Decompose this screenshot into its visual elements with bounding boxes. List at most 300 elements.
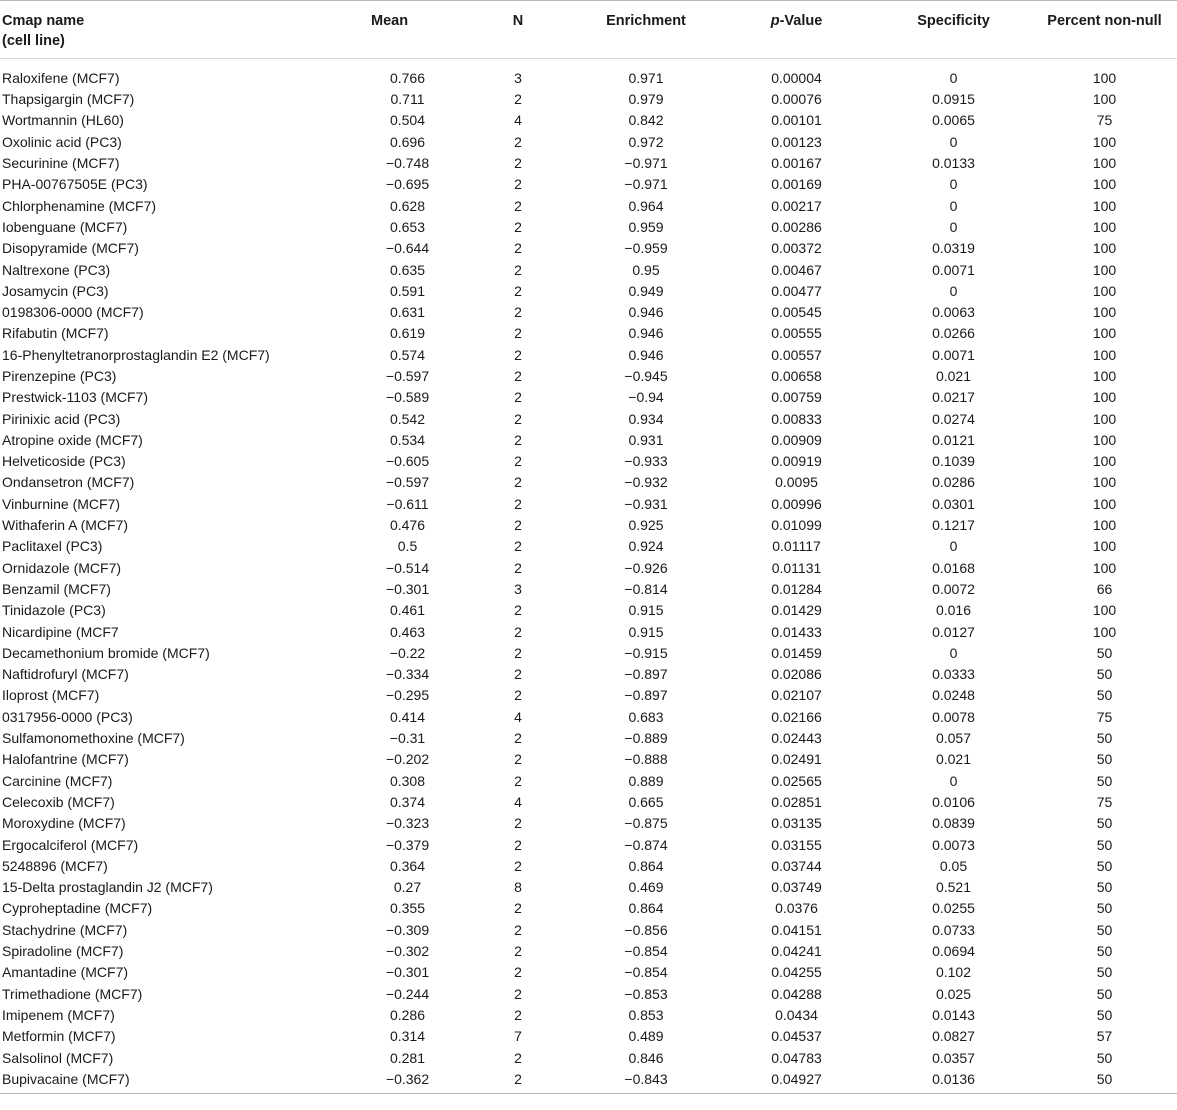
- p-value-cell: 0.00759: [771, 389, 822, 406]
- specificity-cell: 0.0286: [932, 474, 975, 491]
- table-row: [0, 664, 1177, 685]
- cmap-name-cell: Atropine oxide (MCF7): [2, 431, 143, 448]
- table-row: [0, 174, 1177, 195]
- n-cell: 2: [514, 602, 522, 619]
- enrichment-cell: 0.931: [628, 431, 664, 448]
- specificity-cell: 0.0839: [932, 815, 975, 832]
- p-value-cell: 0.01117: [772, 538, 821, 555]
- percent-non-null-cell: 50: [1096, 1049, 1113, 1066]
- p-value-cell: 0.04255: [771, 964, 822, 981]
- n-cell: 2: [514, 453, 522, 470]
- cmap-name-cell: Ornidazole (MCF7): [2, 559, 122, 576]
- p-value-cell: 0.03155: [771, 836, 822, 853]
- mean-cell: 0.542: [389, 410, 426, 427]
- percent-non-null-cell: 100: [1092, 91, 1117, 108]
- table-row: [0, 89, 1177, 110]
- specificity-cell: 0.521: [935, 879, 972, 896]
- percent-non-null-cell: 100: [1092, 474, 1117, 491]
- enrichment-cell: 0.864: [628, 857, 664, 874]
- table-row: [0, 600, 1177, 621]
- p-value-cell: 0.00169: [771, 176, 822, 193]
- table-row: [0, 1026, 1177, 1047]
- cmap-name-cell: Rifabutin (MCF7): [2, 325, 109, 342]
- cmap-name-cell: Vinburnine (MCF7): [2, 495, 121, 512]
- p-value-cell: 0.00996: [771, 495, 822, 512]
- n-cell: 2: [514, 282, 522, 299]
- enrichment-cell: −0.915: [624, 644, 668, 661]
- specificity-cell: 0.0266: [932, 325, 975, 342]
- header-percent-non-null: Percent non-null: [1032, 1, 1177, 59]
- n-cell: 2: [514, 176, 522, 193]
- p-value-cell: 0.00286: [771, 218, 822, 235]
- p-value-cell: 0.00557: [771, 346, 822, 363]
- table-row: [0, 323, 1177, 344]
- table-row: [0, 898, 1177, 919]
- n-cell: 2: [514, 644, 522, 661]
- cmap-name-cell: Ergocalciferol (MCF7): [2, 836, 139, 853]
- n-cell: 2: [514, 857, 522, 874]
- p-value-cell: 0.0434: [775, 1006, 818, 1023]
- percent-non-null-cell: 66: [1096, 580, 1113, 597]
- percent-non-null-cell: 100: [1092, 368, 1117, 384]
- enrichment-cell: −0.931: [624, 495, 668, 512]
- enrichment-cell: −0.971: [624, 176, 668, 193]
- percent-non-null-cell: 75: [1096, 112, 1113, 129]
- cmap-name-cell: Chlorphenamine (MCF7): [2, 197, 157, 214]
- specificity-cell: 0.025: [935, 985, 972, 1002]
- p-value-cell: 0.02443: [771, 730, 822, 747]
- n-cell: 2: [514, 368, 522, 384]
- header-specificity: Specificity: [875, 1, 1032, 59]
- specificity-cell: 0: [949, 538, 958, 555]
- percent-non-null-cell: 100: [1092, 70, 1117, 86]
- cmap-name-cell: Securinine (MCF7): [2, 155, 120, 172]
- n-cell: 4: [514, 793, 522, 810]
- cmap-name-cell: Oxolinic acid (PC3): [2, 133, 122, 150]
- cmap-name-cell: Salsolinol (MCF7): [2, 1049, 114, 1066]
- p-value-cell: 0.00372: [771, 240, 822, 257]
- mean-cell: −0.302: [385, 943, 430, 960]
- mean-cell: −0.379: [385, 836, 430, 853]
- table-row: [0, 728, 1177, 749]
- percent-non-null-cell: 50: [1096, 921, 1113, 938]
- p-value-cell: 0.00545: [771, 304, 822, 321]
- cmap-name-cell: Paclitaxel (PC3): [2, 538, 103, 555]
- percent-non-null-cell: 50: [1096, 644, 1113, 661]
- enrichment-cell: −0.932: [624, 474, 668, 491]
- percent-non-null-cell: 100: [1092, 559, 1117, 576]
- cmap-name-cell: Withaferin A (MCF7): [2, 517, 129, 534]
- enrichment-cell: −0.933: [624, 453, 668, 470]
- table-row: [0, 408, 1177, 429]
- p-value-cell: 0.00833: [771, 410, 822, 427]
- p-value-cell: 0.00909: [771, 431, 822, 448]
- table-row: [0, 345, 1177, 366]
- mean-cell: −0.362: [353, 1069, 462, 1094]
- table-row: [0, 813, 1177, 834]
- mean-cell: −0.597: [385, 368, 430, 384]
- specificity-cell: 0.0143: [932, 1006, 975, 1023]
- cmap-name-cell: Tinidazole (PC3): [2, 602, 106, 619]
- table-row: [0, 962, 1177, 983]
- mean-cell: 0.364: [389, 857, 426, 874]
- cmap-name-cell: 5248896 (MCF7): [2, 857, 108, 874]
- p-value-cell: 0.00467: [771, 261, 822, 278]
- table-row: [0, 281, 1177, 302]
- percent-non-null-cell: 100: [1092, 282, 1117, 299]
- percent-non-null-cell: 50: [1096, 815, 1113, 832]
- mean-cell: 0.635: [389, 261, 426, 278]
- table-body: [0, 59, 1177, 1094]
- p-value-cell: 0.00076: [771, 91, 822, 108]
- cmap-name-cell: Bupivacaine (MCF7): [0, 1069, 353, 1094]
- table-row: [0, 856, 1177, 877]
- p-value-cell: 0.00123: [771, 133, 822, 150]
- table-row: [0, 1047, 1177, 1068]
- cmap-name-cell: Josamycin (PC3): [2, 282, 109, 299]
- mean-cell: 0.711: [390, 91, 425, 108]
- specificity-cell: 0.0827: [932, 1028, 975, 1045]
- cmap-name-cell: Helveticoside (PC3): [2, 453, 126, 470]
- p-value-cell: 0.02491: [771, 751, 822, 768]
- cmap-name-cell: Celecoxib (MCF7): [2, 793, 115, 810]
- cmap-name-cell: Iobenguane (MCF7): [2, 218, 128, 235]
- specificity-cell: 0.0301: [932, 495, 975, 512]
- specificity-cell: 0: [949, 197, 958, 214]
- enrichment-cell: −0.854: [624, 943, 668, 960]
- table-row: [0, 877, 1177, 898]
- specificity-cell: 0: [949, 282, 958, 299]
- mean-cell: −0.301: [385, 964, 430, 981]
- percent-non-null-cell: 100: [1092, 155, 1117, 172]
- mean-cell: −0.202: [385, 751, 430, 768]
- percent-non-null-cell: 50: [1096, 985, 1113, 1002]
- enrichment-cell: 0.846: [628, 1049, 664, 1066]
- specificity-cell: 0.0073: [932, 836, 975, 853]
- p-value-cell: 0.01099: [771, 517, 822, 534]
- n-cell: 2: [514, 431, 522, 448]
- p-value-cell: 0.00167: [771, 155, 822, 172]
- table-row: [0, 579, 1177, 600]
- enrichment-cell: 0.934: [628, 410, 664, 427]
- table-row: [0, 1005, 1177, 1026]
- n-cell: 2: [514, 1049, 522, 1066]
- cmap-name-cell: Thapsigargin (MCF7): [2, 91, 135, 108]
- n-cell: 2: [514, 900, 522, 917]
- p-value-cell: 0.02086: [771, 666, 822, 683]
- p-value-cell: 0.04537: [771, 1028, 822, 1045]
- n-cell: 2: [514, 985, 522, 1002]
- specificity-cell: 0.102: [935, 964, 972, 981]
- p-value-cell: 0.01284: [771, 580, 822, 597]
- mean-cell: 0.591: [389, 282, 426, 299]
- mean-cell: −0.514: [385, 559, 430, 576]
- cmap-name-cell: 0317956-0000 (PC3): [2, 708, 133, 725]
- p-value-cell: 0.01131: [771, 559, 822, 576]
- n-cell: 2: [514, 623, 522, 640]
- p-value-cell: 0.03749: [771, 879, 822, 896]
- specificity-cell: 0.0333: [932, 666, 975, 683]
- table-row: [0, 132, 1177, 153]
- specificity-cell: 0.0733: [932, 921, 975, 938]
- header-mean: Mean: [353, 1, 462, 59]
- specificity-cell: 0.0255: [932, 900, 975, 917]
- percent-non-null-cell: 100: [1092, 325, 1117, 342]
- table-row: [0, 59, 1177, 90]
- cmap-name-cell: Pirenzepine (PC3): [2, 368, 117, 384]
- mean-cell: −0.295: [385, 687, 430, 704]
- p-value-cell: 0.01433: [771, 623, 822, 640]
- p-value-cell: 0.0376: [775, 900, 818, 917]
- p-value-cell: 0.0095: [775, 474, 818, 491]
- enrichment-cell: 0.915: [628, 623, 664, 640]
- enrichment-cell: 0.925: [628, 517, 664, 534]
- mean-cell: 0.463: [389, 623, 426, 640]
- specificity-cell: 0.0168: [932, 559, 975, 576]
- specificity-cell: 0.0106: [932, 793, 975, 810]
- specificity-cell: 0.0071: [932, 261, 975, 278]
- p-value-cell: 0.04927: [718, 1069, 875, 1094]
- n-cell: 2: [514, 751, 522, 768]
- percent-non-null-cell: 100: [1092, 517, 1117, 534]
- specificity-cell: 0.0072: [932, 580, 975, 597]
- percent-non-null-cell: 50: [1096, 772, 1113, 789]
- cmap-name-cell: Sulfamonomethoxine (MCF7): [2, 730, 185, 747]
- table-row: [0, 238, 1177, 259]
- p-value-cell: 0.02166: [771, 708, 822, 725]
- table-row: [0, 558, 1177, 579]
- n-cell: 2: [514, 389, 522, 406]
- enrichment-cell: 0.842: [628, 112, 664, 129]
- table-row: [0, 792, 1177, 813]
- mean-cell: −0.611: [386, 495, 429, 512]
- specificity-cell: 0.1039: [932, 453, 975, 470]
- n-cell: 2: [514, 730, 522, 747]
- cmap-name-cell: Cyproheptadine (MCF7): [2, 900, 153, 917]
- specificity-cell: 0.0915: [932, 91, 975, 108]
- enrichment-cell: 0.979: [628, 91, 664, 108]
- enrichment-cell: −0.875: [624, 815, 668, 832]
- cmap-name-cell: Spiradoline (MCF7): [2, 943, 124, 960]
- percent-non-null-cell: 100: [1092, 261, 1117, 278]
- table-row: [0, 494, 1177, 515]
- n-cell: 2: [514, 240, 522, 257]
- p-value-cell: 0.02565: [771, 772, 822, 789]
- mean-cell: 0.5: [397, 538, 418, 555]
- table-row: [0, 749, 1177, 770]
- n-cell: 2: [514, 155, 522, 172]
- specificity-cell: 0.057: [935, 730, 972, 747]
- p-value-cell: 0.00919: [771, 453, 822, 470]
- mean-cell: 0.619: [389, 325, 426, 342]
- mean-cell: 0.476: [389, 517, 426, 534]
- mean-cell: 0.574: [389, 346, 426, 363]
- n-cell: 2: [514, 261, 522, 278]
- cmap-name-cell: Naftidrofuryl (MCF7): [2, 666, 129, 683]
- specificity-cell: 0: [949, 133, 958, 150]
- n-cell: 3: [514, 70, 522, 86]
- cmap-name-cell: Halofantrine (MCF7): [2, 751, 129, 768]
- table-row: [0, 941, 1177, 962]
- p-value-cell: 0.04288: [771, 985, 822, 1002]
- specificity-cell: 0.0248: [932, 687, 975, 704]
- percent-non-null-cell: 50: [1096, 687, 1113, 704]
- table-row: [0, 643, 1177, 664]
- percent-non-null-cell: 100: [1092, 346, 1117, 363]
- specificity-cell: 0: [949, 772, 958, 789]
- percent-non-null-cell: 50: [1096, 836, 1113, 853]
- p-value-cell: 0.03744: [771, 857, 822, 874]
- cmap-name-cell: Stachydrine (MCF7): [2, 921, 128, 938]
- table-row: [0, 366, 1177, 387]
- percent-non-null-cell: 100: [1092, 197, 1117, 214]
- mean-cell: 0.696: [389, 133, 426, 150]
- enrichment-cell: −0.959: [624, 240, 668, 257]
- n-cell: 2: [514, 495, 522, 512]
- table-row: [0, 153, 1177, 174]
- p-value-cell: 0.02851: [771, 793, 822, 810]
- percent-non-null-cell: 57: [1096, 1028, 1113, 1045]
- percent-non-null-cell: 100: [1092, 538, 1117, 555]
- mean-cell: 0.314: [389, 1028, 426, 1045]
- header-enrichment: Enrichment: [574, 1, 718, 59]
- n-cell: 2: [514, 410, 522, 427]
- table-row: [0, 110, 1177, 131]
- table-row: [0, 430, 1177, 451]
- table-row: [0, 1069, 1177, 1094]
- n-cell: 2: [514, 197, 522, 214]
- enrichment-cell: −0.889: [624, 730, 668, 747]
- n-cell: 7: [514, 1028, 522, 1045]
- percent-non-null-cell: 50: [1096, 943, 1113, 960]
- n-cell: 4: [514, 708, 522, 725]
- mean-cell: −0.309: [385, 921, 430, 938]
- header-cmap-name: Cmap name (cell line): [0, 1, 353, 59]
- cmap-name-cell: Decamethonium bromide (MCF7): [2, 644, 210, 661]
- n-cell: 2: [514, 964, 522, 981]
- cmap-name-cell: Naltrexone (PC3): [2, 261, 111, 278]
- mean-cell: 0.414: [389, 708, 426, 725]
- specificity-cell: 0.0063: [932, 304, 975, 321]
- mean-cell: −0.244: [385, 985, 430, 1002]
- mean-cell: 0.355: [389, 900, 426, 917]
- cmap-name-cell: Moroxydine (MCF7): [2, 815, 126, 832]
- percent-non-null-cell: 100: [1092, 453, 1117, 470]
- mean-cell: 0.653: [389, 218, 426, 235]
- enrichment-cell: −0.874: [624, 836, 668, 853]
- n-cell: 2: [514, 474, 522, 491]
- specificity-cell: 0.0274: [932, 410, 975, 427]
- enrichment-cell: −0.897: [624, 666, 668, 683]
- cmap-name-cell: Amantadine (MCF7): [2, 964, 129, 981]
- specificity-cell: 0: [949, 218, 958, 235]
- n-cell: 3: [514, 580, 522, 597]
- enrichment-cell: 0.889: [628, 772, 664, 789]
- mean-cell: 0.27: [393, 879, 422, 896]
- enrichment-cell: −0.814: [624, 580, 668, 597]
- n-cell: 2: [514, 91, 522, 108]
- percent-non-null-cell: 75: [1096, 793, 1113, 810]
- p-value-cell: 0.00217: [771, 197, 822, 214]
- table-row: [0, 387, 1177, 408]
- percent-non-null-cell: 100: [1092, 410, 1117, 427]
- percent-non-null-cell: 50: [1096, 1006, 1113, 1023]
- cmap-name-cell: 15-Delta prostaglandin J2 (MCF7): [2, 879, 213, 896]
- percent-non-null-cell: 75: [1096, 708, 1113, 725]
- table-row: [0, 195, 1177, 216]
- p-value-cell: 0.01429: [771, 602, 822, 619]
- enrichment-cell: −0.945: [624, 368, 668, 384]
- percent-non-null-cell: 100: [1092, 176, 1117, 193]
- percent-non-null-cell: 100: [1092, 240, 1117, 257]
- mean-cell: −0.22: [389, 644, 426, 661]
- enrichment-cell: −0.94: [628, 389, 664, 406]
- header-p-value: p-Value: [718, 1, 875, 59]
- percent-non-null-cell: 100: [1092, 602, 1117, 619]
- table-row: [0, 771, 1177, 792]
- mean-cell: −0.695: [385, 176, 430, 193]
- mean-cell: 0.534: [389, 431, 426, 448]
- table-header: [0, 1, 1177, 59]
- percent-non-null-cell: 100: [1092, 133, 1117, 150]
- cmap-name-cell: 0198306-0000 (MCF7): [2, 304, 144, 321]
- cmap-name-cell: PHA-00767505E (PC3): [2, 176, 148, 193]
- percent-non-null-cell: 50: [1096, 857, 1113, 874]
- percent-non-null-cell: 50: [1032, 1069, 1177, 1094]
- specificity-cell: 0.016: [935, 602, 972, 619]
- enrichment-cell: −0.926: [624, 559, 668, 576]
- n-cell: 2: [514, 559, 522, 576]
- enrichment-cell: −0.856: [624, 921, 668, 938]
- n-cell: 2: [514, 218, 522, 235]
- specificity-cell: 0.1217: [932, 517, 975, 534]
- enrichment-cell: −0.854: [624, 964, 668, 981]
- specificity-cell: 0.0133: [932, 155, 975, 172]
- percent-non-null-cell: 100: [1092, 431, 1117, 448]
- cmap-name-cell: Disopyramide (MCF7): [2, 240, 139, 257]
- percent-non-null-cell: 50: [1096, 730, 1113, 747]
- mean-cell: −0.644: [385, 240, 430, 257]
- enrichment-cell: 0.971: [628, 70, 664, 86]
- percent-non-null-cell: 100: [1092, 495, 1117, 512]
- table-row: [0, 983, 1177, 1004]
- header-n: N: [462, 1, 574, 59]
- mean-cell: 0.766: [389, 70, 426, 86]
- cmap-name-cell: Wortmannin (HL60): [2, 112, 124, 129]
- n-cell: 2: [514, 517, 522, 534]
- table-row: [0, 536, 1177, 557]
- enrichment-cell: 0.972: [628, 133, 664, 150]
- specificity-cell: 0.021: [935, 751, 972, 768]
- specificity-cell: 0.0319: [932, 240, 975, 257]
- mean-cell: 0.281: [389, 1049, 426, 1066]
- enrichment-cell: 0.915: [628, 602, 664, 619]
- p-value-cell: 0.00555: [771, 325, 822, 342]
- p-value-cell: 0.04151: [771, 921, 822, 938]
- percent-non-null-cell: 100: [1092, 389, 1117, 406]
- table-row: [0, 472, 1177, 493]
- specificity-cell: 0.021: [935, 368, 972, 384]
- percent-non-null-cell: 100: [1092, 304, 1117, 321]
- n-cell: 2: [462, 1069, 574, 1094]
- p-value-cell: 0.00101: [771, 112, 822, 129]
- cmap-name-cell: Metformin (MCF7): [2, 1028, 116, 1045]
- mean-cell: 0.504: [389, 112, 426, 129]
- n-cell: 2: [514, 325, 522, 342]
- specificity-cell: 0.0078: [932, 708, 975, 725]
- specificity-cell: 0.0121: [932, 431, 975, 448]
- enrichment-cell: 0.665: [628, 793, 664, 810]
